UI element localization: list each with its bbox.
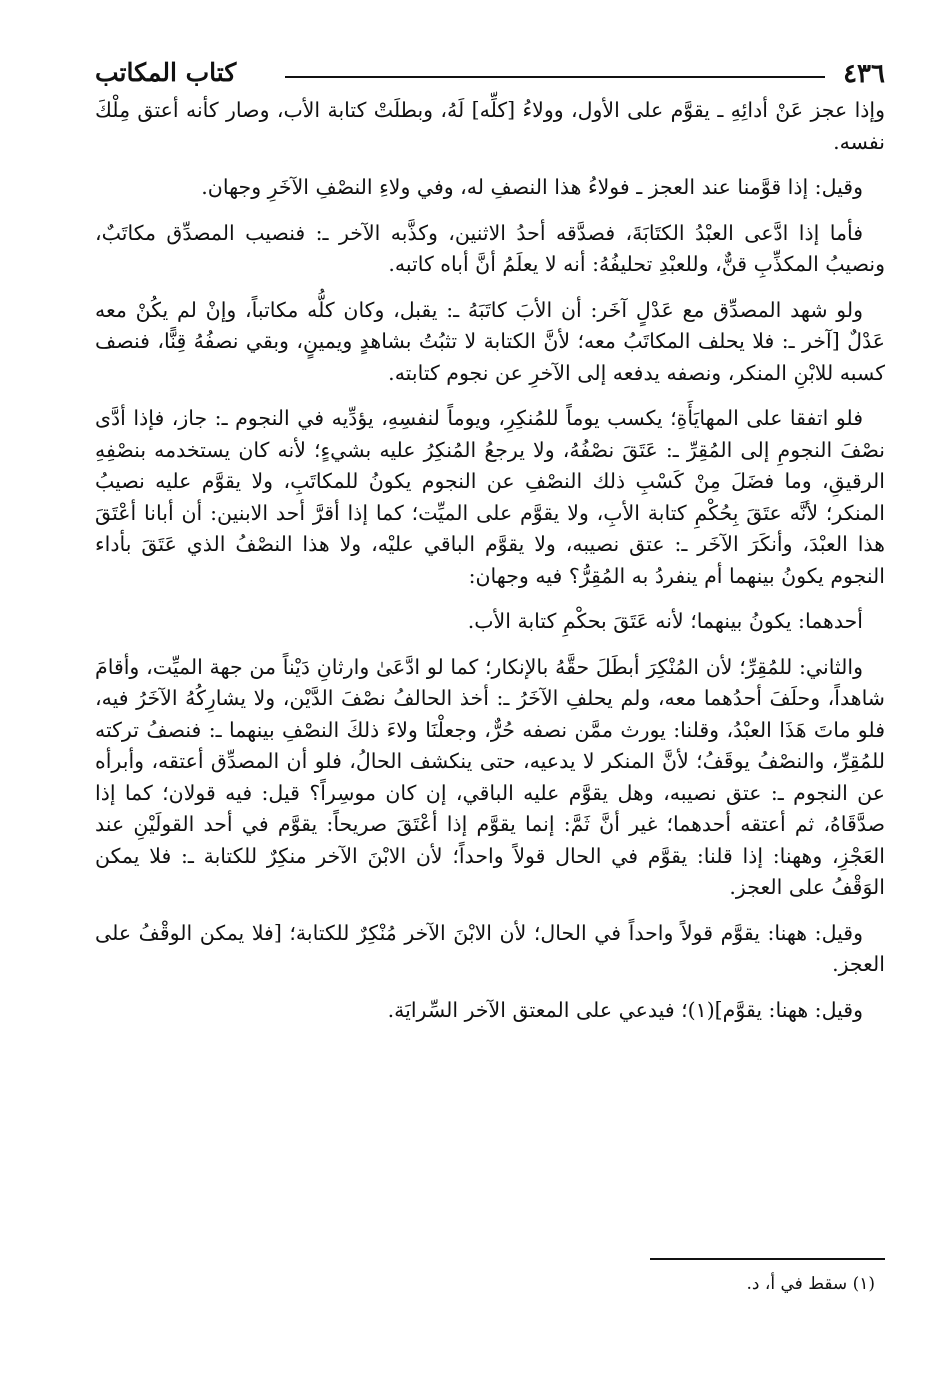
footnote: (١) سقط في أ، د.: [746, 1274, 875, 1294]
paragraph: فأما إذا ادَّعى العبْدُ الكتَابَةَ، فصدَّقه أحدُ الاثنين، وكذَّبه الآخر ـ: فنصيب المصدِّق مكاتَبٌ، ونصيبُ المكذِّبِ قنٌّ، وللعبْدِ تحليفُهُ: أنه لا يعلَمُ أنَّ أباه كاتبه.: [95, 220, 885, 276]
paragraph: وقيل: إذا قوَّمنا عند العجز ـ فولاءُ هذا النصفِ له، وفي ولاءِ النصْفِ الآخَرِ وجهان.: [201, 175, 863, 199]
page-number: ٤٣٦: [843, 59, 885, 89]
page: [95, 55, 885, 1040]
body-text: [95, 95, 885, 1026]
paragraph: فلو اتفقا على المهايَأَةِ؛ يكسب يوماً للمُنكِرِ، ويوماً لنفسِهِ، يؤدِّيه في النجوم ـ: جاز، فإذا أدَّى نصْفَ النجومِ إلى المُقِرِّ ـ: عَتَقَ نصْفُهُ، ولا يرجعُ المُنكِرُ عليه بشيءٍ؛ لأنه كان يستخدمه بنصْفِهِ الرقيقِ، وما فضَلَ مِنْ كَسْبِ ذلك النصْفِ عن النجوم يكونُ للمكاتَبِ، ولا يقوَّم عليه نصيبُ المنكر؛ لأنَّه عتَقَ بِحُكْمِ كتابة الأبِ، ولا يقوَّم على الميِّت؛ كما إذا أقرَّ أحد الابنين: أن أبانا أعْتَقَ هذا العبْدَ، وأنكَرَ الآخَر ـ: عتق نصيبه، ولا يقوَّم الباقي عليْه، ولا هذا النصْفُ الذي عَتَقَ بأداء النجوم يكونُ بينهما أم ينفردُ به المُقِرُّ؟ فيه وجهان:: [95, 406, 885, 588]
running-header: [95, 55, 885, 95]
paragraph: أحدهما: يكونُ بينهما؛ لأنه عَتَقَ بحكْمِ كتابة الأب.: [467, 609, 863, 633]
paragraph: وإذا عجز عَنْ أدائِهِ ـ يقوَّم على الأول، وولاءُ [كلِّه] لَهُ، وبطلَتْ كتابة الأب، وصار كأنه أعتق مِلْكَ نفسه.: [95, 98, 885, 154]
paragraph: وقيل: ههنا: يقوَّم](١)؛ فيدعي على المعتق الآخر السِّرايَة.: [387, 997, 863, 1022]
paragraph: ولو شهد المصدِّق مع عَدْلٍ آخَر: أن الأبَ كاتَبَهُ ـ: يقبل، وكان كلُّه مكاتباً، وإنْ لم يكُنْ معه عَدْلٌ [آخر ـ: فلا يحلف المكاتَبُ معه؛ لأنَّ الكتابة لا تثبُتُ بشاهدٍ ويمينٍ، وبقي نصفُهُ قِنًّا، فنصف كسبه للابْنِ المنكر، ونصفه يدفعه إلى الآخرِ عن نجوم كتابته.: [95, 297, 885, 385]
paragraph: وقيل: ههنا: يقوَّم قولاً واحداً في الحال؛ لأن الابْنَ الآخر مُنْكِرٌ للكتابة؛ [فلا يمكن الوقْفُ على العجز.: [95, 920, 885, 976]
paragraph: والثاني: للمُقِرِّ؛ لأن المُنْكِرَ أبطَلَ حقَّهُ بالإنكار؛ كما لو ادَّعَىٰ وارثانِ دَيْناً من جهة الميِّت، وأقامَ شاهداً، وحلَفَ أحدُهما معه، ولم يحلفِ الآخَرُ ـ: أخذ الحالفُ نصْفَ الدَّيْن، ولا يشارِكُهُ الآخَرُ فيه، فلو ماتَ هَذَا العبْدُ، وقلنا: يورث ممَّن نصفه حُرٌّ، وجعلْنَا ولاءَ ذلكَ النصْفِ بينهما ـ: فنصفُ تركته للمُقِرِّ، والنصْفُ يوقَفُ؛ لأنَّ المنكر لا يدعيه، حتى ينكشف الحالُ، فلو أن المصدِّق أعتقه، وأبرأه عن النجوم ـ: عتق نصيبه، وهل يقوَّم عليه الباقي، إن كان موسِراً؟ قيل: فيه قولان؛ كما إذا صدَّقَاهُ، ثم أعتقه أحدهما؛ غير أنَّ ثَمَّ: إنما يقوَّم إذا أعْتَقَ صريحاً: يقوَّم في أحد القولَيْنِ عند العَجْزِ، وههنا: إذا قلنا: يقوَّم في الحال قولاً واحداً؛ لأن الابْنَ الآخر منكِرٌ للكتابة ـ: فلا يمكن الوَقْفُ على العجز.: [95, 654, 885, 899]
footnote-area: [95, 1258, 885, 1294]
header-rule: [285, 76, 825, 78]
book-title: كتاب المكاتب: [95, 58, 237, 87]
footnote-rule: [650, 1258, 885, 1260]
